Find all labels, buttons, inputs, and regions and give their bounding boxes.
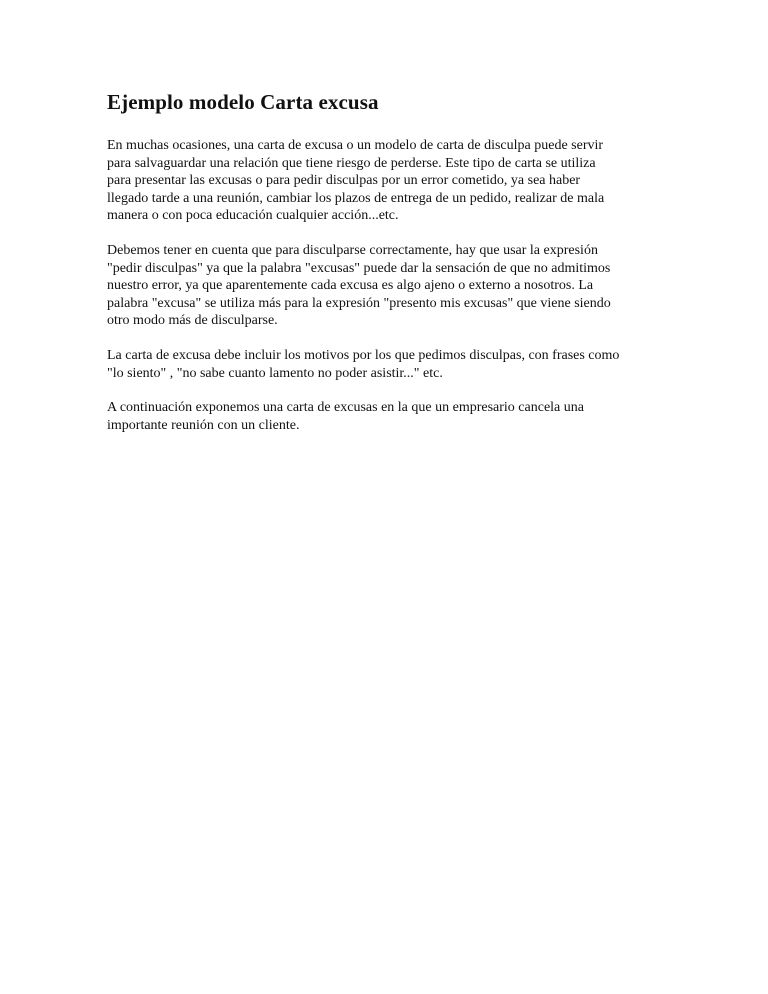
paragraph-line: manera o con poca educación cualquier acción...etc. [107,208,399,224]
paragraph-4 [107,399,667,434]
paragraph-3 [107,347,667,382]
document-page [107,88,667,451]
paragraph-line: para salvaguardar una relación que tiene riesgo de perderse. Este tipo de carta se utiliza [107,155,596,171]
paragraph-line: "lo siento" , "no sabe cuanto lamento no poder asistir..." etc. [107,365,443,381]
paragraph-line: para presentar las excusas o para pedir disculpas por un error cometido, ya sea haber [107,173,581,189]
paragraph-line: Debemos tener en cuenta que para disculparse correctamente, hay que usar la expresión [107,242,598,258]
paragraph-1 [107,137,667,225]
paragraph-line: "pedir disculpas" ya que la palabra "excusas" puede dar la sensación de que no admitimos [107,260,611,276]
paragraph-line: nuestro error, ya que aparentemente cada excusa es algo ajeno o externo a nosotros. La [107,278,594,294]
paragraph-2 [107,242,667,330]
paragraph-line: importante reunión con un cliente. [107,417,300,433]
paragraph-line: A continuación exponemos una carta de excusas en la que un empresario cancela una [107,400,584,416]
paragraph-line: otro modo más de disculparse. [107,313,278,329]
document-title: Ejemplo modelo Carta excusa [107,90,379,114]
paragraph-line: En muchas ocasiones, una carta de excusa o un modelo de carta de disculpa puede servir [107,138,604,153]
paragraph-line: llegado tarde a una reunión, cambiar los plazos de entrega de un pedido, realizar de mala [107,190,605,206]
paragraph-line: palabra "excusa" se utiliza más para la expresión "presento mis excusas" que viene siendo [107,295,611,311]
paragraph-line: La carta de excusa debe incluir los motivos por los que pedimos disculpas, con frases como [107,347,620,363]
